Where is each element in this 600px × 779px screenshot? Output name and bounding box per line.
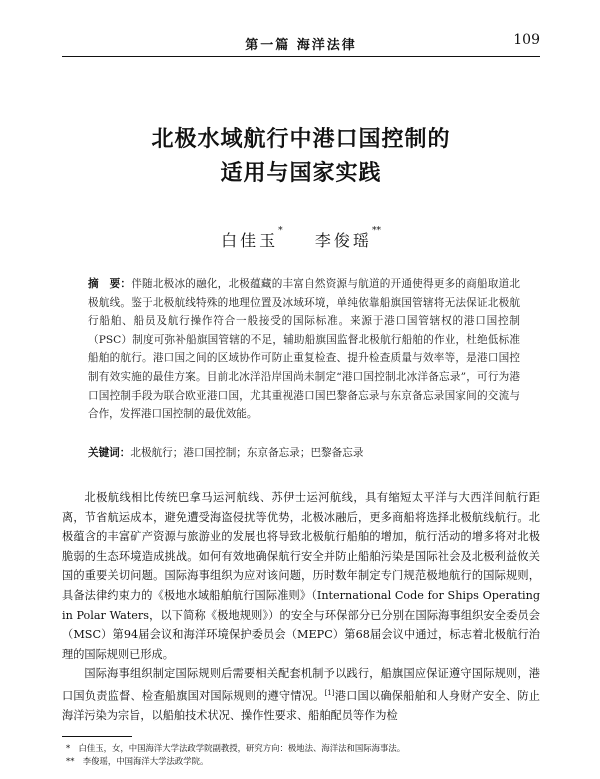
author-2-mark: ** bbox=[371, 226, 381, 236]
paragraph-2-start: 国际海事组织制定国际规则后需要相关配套机制予以践行，船旗国应保证遵守国际规则，港口国负责监督、检查船旗国对国际规则的遵守情况。 bbox=[62, 667, 540, 703]
author-1: 白佳玉 bbox=[221, 231, 279, 250]
author-1-mark: * bbox=[278, 226, 283, 236]
abstract-text: 伴随北极冰的融化，北极蕴藏的丰富自然资源与航道的开通使得更多的商船取道北极航线。鉴于北极航线特殊的地理位置及冰域环境，单纯依靠船旗国管辖将无法保证北极航行船舶、船员及航行操作符合一般接受的国际标准。来源于港口国管辖权的港口国控制（PSC）制度可弥补船旗国管辖的不足，辅助船旗国监督北极航行船舶的作业，杜绝低标准船舶的航行。港口国之间的区域协作可防止重复检查、提升检查质量与效率等，是港口国控制有效实施的最佳方案。目前北冰洋沿岸国尚未制定“港口国控制北冰洋备忘录”，可行为港口国控制手段为联合欧亚港口国，尤其重视港口国巴黎备忘录与东京备忘录国家间的交流与合作，发挥港口国控制的最优效能。 bbox=[88, 278, 521, 421]
title-line-1: 北极水域航行中港口国控制的 bbox=[151, 127, 451, 152]
keywords bbox=[88, 444, 520, 462]
header-rule bbox=[62, 56, 540, 57]
running-header bbox=[62, 26, 540, 56]
body-paragraph-1: 北极航线相比传统巴拿马运河航线、苏伊士运河航线，具有缩短太平洋与大西洋间航行距离，节省航运成本，避免遭受海盗侵扰等优势，北极冰融后，更多商船将选择北极航线航行。北极蕴含的丰富矿产资源与旅游业的发展也将导致北极航行船舶的增加，航行活动的增多将对北极脆弱的生态环境造成挑战。如何有效地确保航行安全并防止船舶污染是国际社会及北极利益攸关国的重要关切问题。国际海事组织为应对该问题，历时数年制定专门规范极地航行的国际规则，具备法律约束力的《极地水域船舶航行国际准则》（International Code for Ships Operating in Polar Waters，以下简称《极地规则》）的安全与环保部分已分别在国际海事组织安全委员会（MSC）第94届会议和海洋环境保护委员会（MEPC）第68届会议中通过，标志着北极航行治理的国际规则已形成。 bbox=[62, 491, 540, 661]
keywords-label: 关键词： bbox=[88, 447, 131, 459]
page-number: 109 bbox=[513, 32, 540, 48]
body-paragraph-2 bbox=[62, 664, 540, 726]
article-title bbox=[62, 123, 540, 191]
running-title: 第一篇 海洋法律 bbox=[245, 38, 357, 53]
abstract bbox=[88, 275, 520, 424]
footnote-1: * 白佳玉，女，中国海洋大学法政学院副教授，研究方向：极地法、海洋法和国际海事法。 bbox=[66, 743, 406, 753]
footnote-2: ** 李俊瑶，中国海洋大学法政学院。 bbox=[66, 756, 209, 766]
abstract-label: 摘 要： bbox=[88, 278, 132, 290]
paragraph-2-end: 港口国以确保船舶和人身财产安全、防止海洋污染为宗旨，以船舶技术状况、操作性要求、船舶配员等作为检 bbox=[62, 689, 540, 723]
keywords-text: 北极航行；港口国控制；东京备忘录；巴黎备忘录 bbox=[130, 447, 364, 459]
body-text bbox=[62, 488, 540, 726]
author-2: 李俊瑶 bbox=[314, 231, 372, 250]
footnotes bbox=[66, 742, 536, 768]
footnote-rule bbox=[62, 736, 132, 737]
citation-mark: [1] bbox=[324, 688, 335, 697]
author-line bbox=[62, 228, 540, 251]
title-line-2: 适用与国家实践 bbox=[220, 161, 382, 186]
